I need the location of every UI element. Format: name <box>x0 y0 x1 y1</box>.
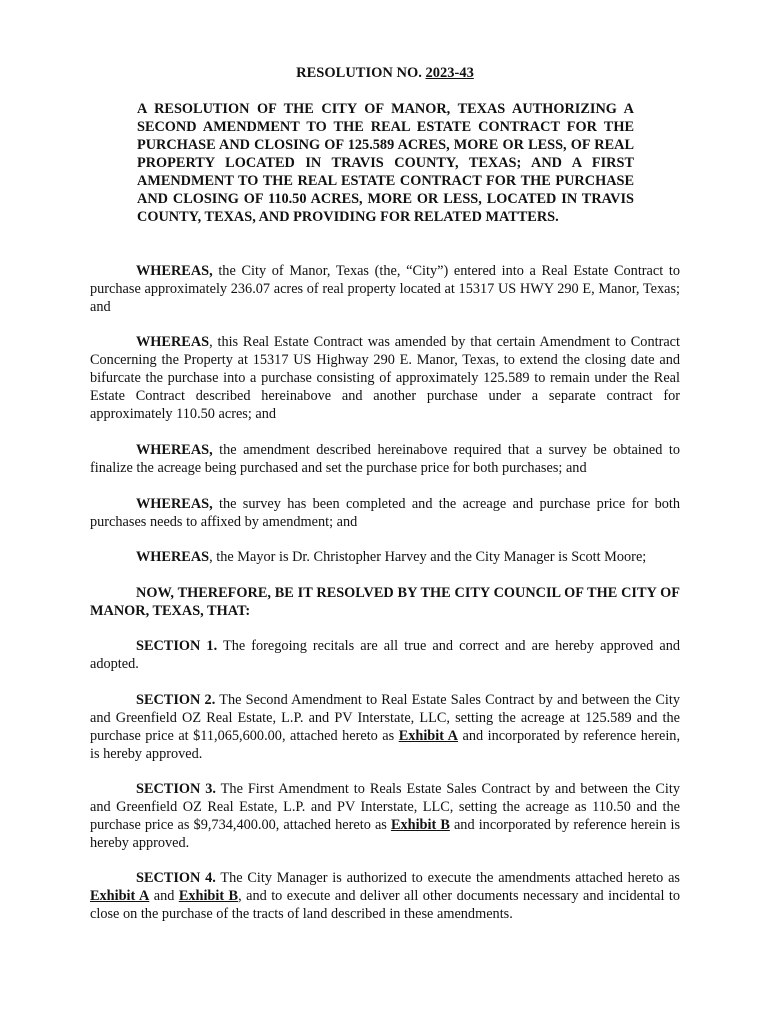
whereas-paragraph-3 <box>90 441 680 477</box>
section-text: The First Amendment to Reals Estate Sales Contract by and between the City and Greenfield OZ Real Estate, L.P. and PV Interstate, LLC, setting the acreage as 110.50 and the purchase price as $9,734,400.00, attached hereto as <box>90 781 680 833</box>
whereas-lead: WHEREAS <box>136 549 210 565</box>
section-lead: SECTION 3. <box>136 781 217 797</box>
whereas-lead: WHEREAS <box>136 334 210 350</box>
whereas-lead: WHEREAS, <box>136 263 213 279</box>
exhibit-a-reference: Exhibit A <box>398 728 458 744</box>
section-4 <box>90 869 680 923</box>
whereas-text: the amendment described hereinabove required that a survey be obtained to finalize the acreage being purchased and set the purchase price for both purchases; and <box>90 442 680 476</box>
section-text: , and to execute and deliver all other documents necessary and incidental to close on the purchase of the tracts of land described in these amendments. <box>90 888 681 922</box>
section-1 <box>90 637 680 673</box>
section-lead: SECTION 1. <box>136 638 218 654</box>
exhibit-a-reference: Exhibit A <box>90 888 150 904</box>
section-lead: SECTION 2. <box>136 692 216 708</box>
whereas-lead: WHEREAS, <box>136 442 213 458</box>
resolution-title-prefix: RESOLUTION NO. <box>296 65 426 81</box>
exhibit-b-reference: Exhibit B <box>178 888 239 904</box>
whereas-paragraph-4 <box>90 495 680 531</box>
whereas-text: , the Mayor is Dr. Christopher Harvey and the City Manager is Scott Moore; <box>209 549 647 565</box>
section-text: The Second Amendment to Real Estate Sales Contract by and between the City and Greenfield OZ Real Estate, L.P. and PV Interstate, LLC, setting the acreage at 125.589 and the purchase price at $11,065,600.00, attached hereto as <box>90 692 681 744</box>
section-lead: SECTION 4. <box>136 870 216 886</box>
whereas-text: the survey has been completed and the acreage and purchase price for both purchases needs to affixed by amendment; and <box>90 496 680 530</box>
whereas-lead: WHEREAS, <box>136 496 213 512</box>
resolved-clause: NOW, THEREFORE, BE IT RESOLVED BY THE CITY COUNCIL OF THE CITY OF MANOR, TEXAS, THAT: <box>90 585 680 619</box>
resolution-number: 2023-43 <box>425 65 474 81</box>
section-text: and incorporated by reference herein, is hereby approved. <box>90 728 681 762</box>
resolution-heading: A RESOLUTION OF THE CITY OF MANOR, TEXAS AUTHORIZING A SECOND AMENDMENT TO THE REAL ESTATE CONTRACT FOR THE PURCHASE AND CLOSING OF 125.589 ACRES, MORE OR LESS, OF REAL PROPERTY LOCATED IN TRAVIS COUNTY, TEXAS; AND A FIRST AMENDMENT TO THE REAL ESTATE CONTRACT FOR THE PURCHASE AND CLOSING OF 110.50 ACRES, MORE OR LESS, LOCATED IN TRAVIS COUNTY, TEXAS, AND PROVIDING FOR RELATED MATTERS. <box>137 101 634 225</box>
exhibit-b-reference: Exhibit B <box>390 817 450 833</box>
resolution-title <box>0 64 770 82</box>
section-text: and <box>149 888 179 904</box>
whereas-paragraph-1 <box>90 262 680 316</box>
section-3 <box>90 780 680 852</box>
section-2 <box>90 691 680 763</box>
whereas-paragraph-2 <box>90 333 680 423</box>
whereas-text: the City of Manor, Texas (the, “City”) entered into a Real Estate Contract to purchase approximately 236.07 acres of real property located at 15317 US HWY 290 E, Manor, Texas; and <box>90 263 680 315</box>
whereas-text: , this Real Estate Contract was amended by that certain Amendment to Contract Concerning the Property at 15317 US Highway 290 E. Manor, Texas, to extend the closing date and bifurcate the purchase into a purchase consisting of approximately 125.589 to remain under the Real Estate Contract described hereinabove and another purchase under a separate contract for approximately 110.50 acres; and <box>90 334 680 422</box>
section-text: The City Manager is authorized to execute the amendments attached hereto as <box>215 870 680 886</box>
whereas-paragraph-5 <box>90 548 680 566</box>
section-text: and incorporated by reference herein is hereby approved. <box>90 817 681 851</box>
section-text: The foregoing recitals are all true and correct and are hereby approved and adopted. <box>90 638 680 672</box>
